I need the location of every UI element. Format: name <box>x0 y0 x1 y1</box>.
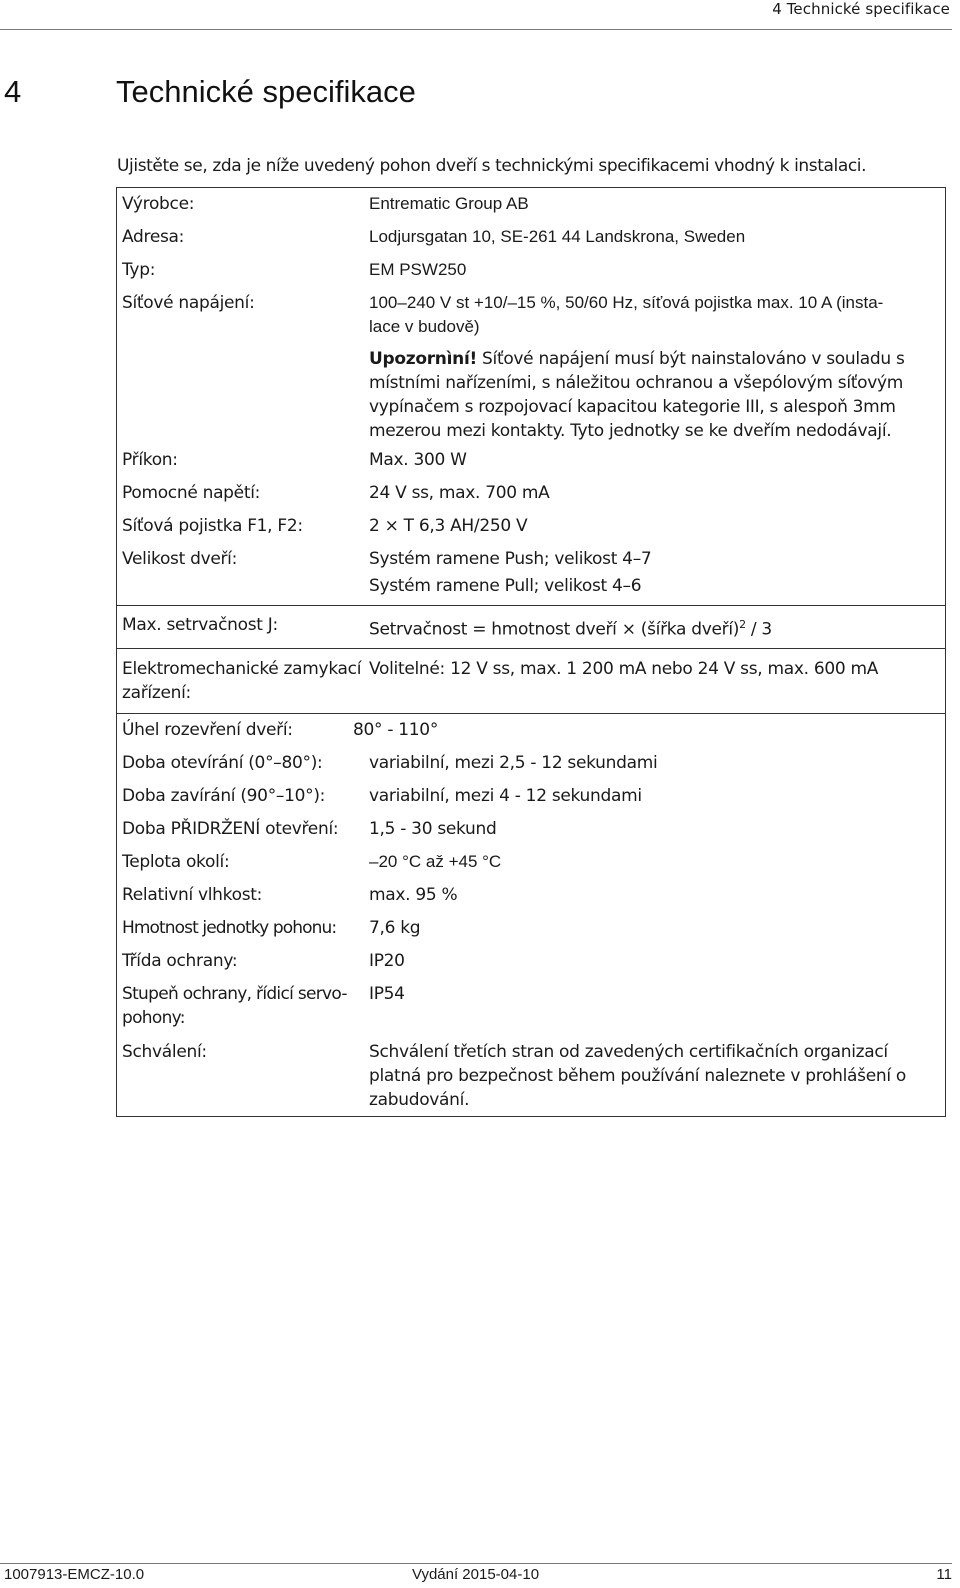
spec-row-manufacturer <box>117 192 945 216</box>
footer-page-number: 11 <box>936 1566 952 1583</box>
spec-label: Síťové napájení: <box>122 293 255 313</box>
spec-label: Doba PŘIDRŽENÍ otevření: <box>122 818 339 839</box>
spec-table <box>116 187 946 1117</box>
spec-value: 7,6 kg <box>369 917 421 938</box>
spec-label: Velikost dveří: <box>122 549 238 569</box>
spec-value: –20 °C až +45 °C <box>369 851 502 871</box>
door-size-line1: Systém ramene Push; velikost 4–7 <box>369 549 652 569</box>
spec-label <box>117 982 369 1030</box>
spec-value: 24 V ss, max. 700 mA <box>369 483 550 503</box>
spec-value: variabilní, mezi 4 - 12 sekundami <box>369 785 642 806</box>
section-number: 4 <box>4 74 22 109</box>
spec-row-protection-class <box>117 949 945 973</box>
spec-row-weight <box>117 916 945 940</box>
spec-value: EM PSW250 <box>369 260 467 279</box>
spec-label: Třída ochrany: <box>122 950 238 971</box>
spec-value: Max. 300 W <box>369 450 467 470</box>
spec-label: Doba zavírání (90°–10°): <box>122 785 326 806</box>
door-size-value-block <box>369 547 651 598</box>
mains-value-line1: 100–240 V st +10/–15 %, 50/60 Hz, síťová pojistka max. 10 A (insta- <box>369 293 884 312</box>
spec-row-temperature <box>117 850 945 874</box>
spec-label: Typ: <box>122 260 156 280</box>
mains-value-block <box>369 291 939 443</box>
section-title <box>4 74 416 110</box>
inertia-divisor: / 3 <box>745 619 772 640</box>
footer-edition: Vydání 2015-04-10 <box>412 1566 540 1583</box>
inertia-formula: Setrvačnost = hmotnost dveří × (šířka dveří) <box>369 619 740 640</box>
spec-row-servo-protection <box>117 982 945 1030</box>
spec-value: Entrematic Group AB <box>369 194 529 213</box>
spec-label: Max. setrvačnost J: <box>122 615 278 635</box>
spec-value: max. 95 % <box>369 884 458 905</box>
spec-label: Příkon: <box>122 450 178 470</box>
spec-row-aux-voltage <box>117 481 945 505</box>
spec-value: Volitelné: 12 V ss, max. 1 200 mA nebo 24 V ss, max. 600 mA <box>369 658 879 679</box>
intro-paragraph: Ujistěte se, zda je níže uvedený pohon dveří s technickými specifikacemi vhodný k instalaci. <box>117 156 867 176</box>
spec-label <box>117 657 369 705</box>
spec-label: Pomocné napětí: <box>122 483 261 503</box>
spec-value: variabilní, mezi 2,5 - 12 sekundami <box>369 752 658 773</box>
spec-row-address <box>117 225 945 249</box>
spec-row-fuse <box>117 514 945 538</box>
footer-divider <box>0 1563 952 1564</box>
spec-row-hold-open <box>117 817 945 841</box>
spec-row-lock <box>117 648 945 705</box>
inertia-exponent: 2 <box>739 618 746 631</box>
section-title-text: Technické specifikace <box>116 74 416 109</box>
spec-label: Úhel rozevření dveří: <box>122 719 293 740</box>
spec-label: Relativní vlhkost: <box>122 884 263 905</box>
spec-row-opening-time <box>117 751 945 775</box>
spec-row-mains <box>117 291 945 443</box>
spec-row-closing-time <box>117 784 945 808</box>
spec-label: Schválení: <box>122 1041 207 1062</box>
spec-value: Lodjursgatan 10, SE-261 44 Landskrona, Sweden <box>369 227 746 246</box>
lock-label-line2: zařízení: <box>122 682 191 703</box>
warning-text: Síťové napájení musí být nainstalováno v souladu s místními nařízeními, s náležitou ochranou a všepólovým síťovým vypínačem s rozpojovací kapacitou kategorie III, s alespoň 3mm mezerou mezi kontakty. Tyto jednotky se ke dveřím nedodávají. <box>369 349 905 441</box>
mains-warning <box>369 347 939 443</box>
spec-row-type <box>117 258 945 282</box>
spec-value <box>369 613 772 642</box>
warning-label: Upozornìní! <box>369 349 477 369</box>
spec-row-door-size <box>117 547 945 598</box>
header-divider <box>0 29 952 30</box>
spec-row-power <box>117 448 945 472</box>
spec-value: IP20 <box>369 950 405 971</box>
spec-row-opening-angle <box>117 713 945 742</box>
spec-value: IP54 <box>369 983 405 1004</box>
spec-label: Hmotnost jednotky pohonu: <box>122 917 337 938</box>
mains-value-line2: lace v budově) <box>369 317 480 336</box>
spec-label: Síťová pojistka F1, F2: <box>122 516 303 536</box>
spec-label: Doba otevírání (0°–80°): <box>122 752 323 773</box>
servo-label-line1: Stupeň ochrany, řídicí servo- <box>122 983 347 1004</box>
spec-value: 2 × T 6,3 AH/250 V <box>369 516 528 536</box>
door-size-line2: Systém ramene Pull; velikost 4–6 <box>369 576 642 596</box>
spec-label: Výrobce: <box>122 194 195 214</box>
spec-value: Schválení třetích stran od zavedených certifikačních organizací platná pro bezpečnost během používání naleznete v prohlášení o zabudování. <box>369 1041 906 1110</box>
lock-label-line1: Elektromechanické zamykací <box>122 658 362 679</box>
running-header: 4 Technické specifikace <box>772 0 950 18</box>
footer-doc-number: 1007913-EMCZ-10.0 <box>4 1566 145 1583</box>
spec-row-humidity <box>117 883 945 907</box>
spec-row-approvals <box>117 1040 945 1112</box>
spec-value: 1,5 - 30 sekund <box>369 818 497 839</box>
spec-label: Teplota okolí: <box>122 851 230 872</box>
spec-value: 80° - 110° <box>353 719 439 740</box>
spec-label: Adresa: <box>122 227 185 247</box>
spec-row-inertia <box>117 605 945 642</box>
servo-label-line2: pohony: <box>122 1007 185 1028</box>
